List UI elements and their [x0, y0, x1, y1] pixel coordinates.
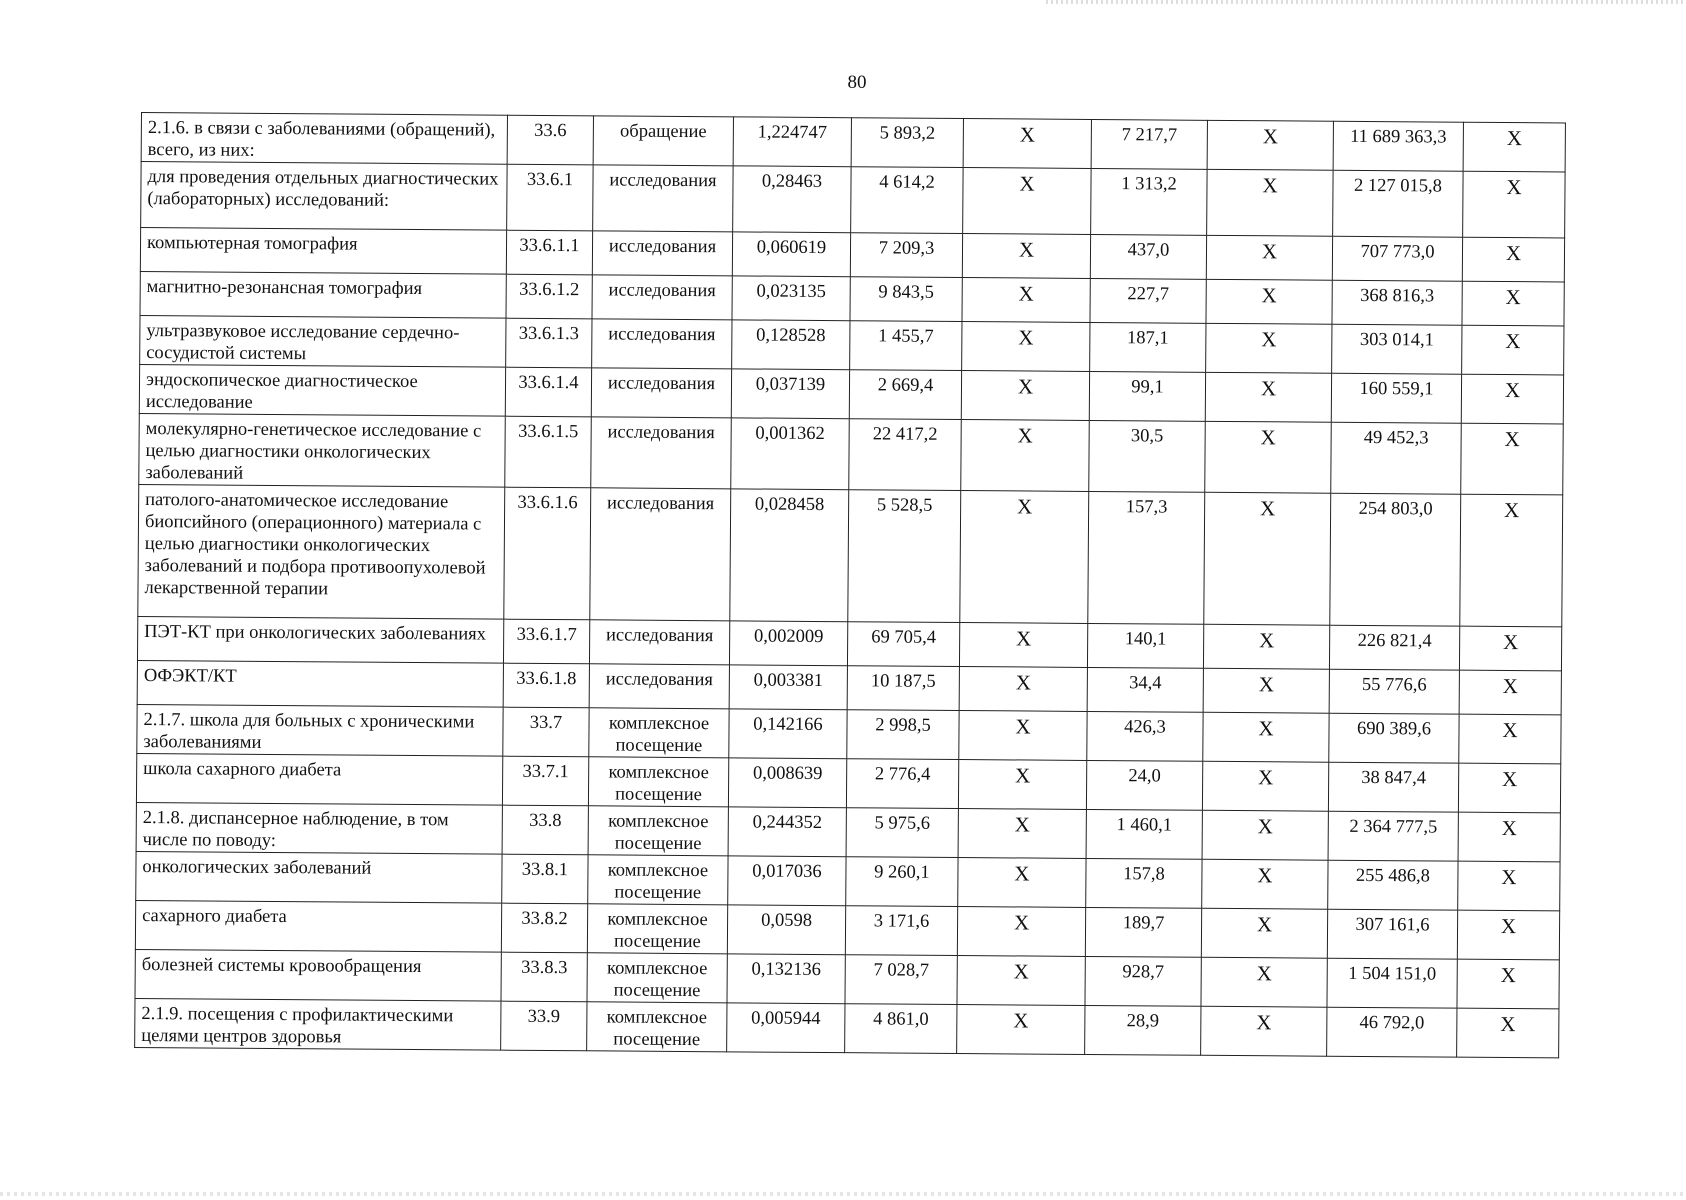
row-unit-cell: исследования: [589, 664, 729, 709]
row-x-cell: X: [1205, 372, 1331, 422]
row-x-cell: X: [1457, 959, 1559, 1009]
row-code-cell: 33.6.1.8: [503, 663, 589, 708]
row-code-cell: 33.8.1: [502, 854, 588, 904]
row-total-cell: 2 127 015,8: [1333, 170, 1463, 237]
row-code-cell: 33.6.1: [507, 164, 593, 231]
row-name-cell: болезней системы кровообращения: [135, 949, 501, 1001]
row-cost-cell: 2 776,4: [846, 759, 958, 809]
table-row: [138, 484, 1563, 626]
row-x-cell: X: [960, 491, 1089, 624]
row-x-cell: X: [1458, 763, 1560, 813]
row-percapita-cell: 7 217,7: [1091, 119, 1207, 169]
row-code-cell: 33.8.3: [501, 952, 587, 1002]
page-number: 80: [847, 72, 867, 93]
row-percapita-cell: 157,3: [1088, 491, 1205, 624]
row-x-cell: X: [1462, 281, 1564, 326]
row-x-cell: X: [959, 623, 1087, 668]
row-x-cell: X: [1202, 810, 1328, 860]
row-x-cell: X: [963, 168, 1091, 235]
row-x-cell: X: [1461, 374, 1563, 424]
row-name-cell: 2.1.6. в связи с заболеваниями (обращений), всего, из них:: [141, 113, 507, 165]
row-cost-cell: 5 893,2: [851, 118, 963, 168]
row-unit-cell: обращение: [593, 116, 733, 166]
row-unit-cell: исследования: [590, 488, 731, 621]
row-x-cell: X: [1203, 712, 1329, 762]
row-cost-cell: 7 028,7: [845, 955, 957, 1005]
row-x-cell: X: [1207, 169, 1333, 236]
row-cost-cell: 9 843,5: [850, 277, 962, 322]
row-cost-cell: 4 614,2: [851, 167, 963, 234]
row-x-cell: X: [1204, 492, 1331, 625]
row-x-cell: X: [958, 858, 1086, 908]
row-unit-cell: исследования: [591, 417, 732, 489]
row-total-cell: 690 389,6: [1329, 713, 1459, 763]
row-total-cell: 254 803,0: [1330, 493, 1461, 626]
row-total-cell: 11 689 363,3: [1333, 121, 1463, 171]
row-cost-cell: 2 998,5: [847, 710, 959, 760]
row-x-cell: X: [1457, 910, 1559, 960]
row-norm-cell: 0,001362: [731, 418, 850, 490]
data-table: [134, 112, 1566, 1058]
row-total-cell: 226 821,4: [1329, 625, 1459, 670]
row-norm-cell: 0,037139: [731, 369, 849, 419]
row-total-cell: 1 504 151,0: [1327, 958, 1457, 1008]
row-name-cell: ультразвуковое исследование сердечно-сосудистой системы: [140, 315, 506, 367]
row-code-cell: 33.7.1: [502, 756, 588, 806]
row-percapita-cell: 1 460,1: [1086, 809, 1202, 859]
row-percapita-cell: 1 313,2: [1091, 168, 1207, 235]
row-norm-cell: 0,023135: [732, 276, 850, 321]
row-cost-cell: 4 861,0: [845, 1004, 957, 1054]
row-code-cell: 33.8: [502, 805, 588, 855]
row-unit-cell: комплексное посещение: [588, 757, 728, 807]
table-row: [135, 998, 1559, 1057]
row-x-cell: X: [962, 278, 1090, 323]
row-x-cell: X: [1206, 279, 1332, 324]
row-code-cell: 33.6.1.3: [506, 318, 592, 368]
row-x-cell: X: [1457, 1008, 1559, 1058]
row-x-cell: X: [1201, 1006, 1327, 1056]
row-x-cell: X: [1458, 861, 1560, 911]
row-x-cell: X: [1206, 323, 1332, 373]
row-cost-cell: 22 417,2: [849, 419, 962, 491]
row-cost-cell: 5 528,5: [848, 490, 961, 623]
row-total-cell: 160 559,1: [1331, 373, 1461, 423]
row-name-cell: 2.1.9. посещения с профилактическими целями центров здоровья: [135, 998, 501, 1050]
document-sheet: [134, 112, 1565, 1058]
row-name-cell: для проведения отдельных диагностических (лабораторных) исследований:: [141, 162, 507, 231]
row-x-cell: X: [1202, 761, 1328, 811]
row-norm-cell: 0,060619: [732, 232, 850, 277]
row-percapita-cell: 28,9: [1085, 1005, 1201, 1055]
row-x-cell: X: [1459, 714, 1561, 764]
row-norm-cell: 1,224747: [733, 117, 851, 167]
row-x-cell: X: [1458, 812, 1560, 862]
row-percapita-cell: 34,4: [1087, 667, 1203, 712]
row-percapita-cell: 157,8: [1086, 858, 1202, 908]
row-norm-cell: 0,28463: [733, 166, 851, 233]
row-x-cell: X: [1206, 235, 1332, 280]
row-unit-cell: комплексное посещение: [587, 904, 727, 954]
row-norm-cell: 0,003381: [729, 665, 847, 710]
row-name-cell: сахарного диабета: [135, 900, 501, 952]
row-x-cell: X: [962, 234, 1090, 279]
row-name-cell: онкологических заболеваний: [136, 851, 502, 903]
row-x-cell: X: [1461, 423, 1564, 495]
row-unit-cell: исследования: [589, 620, 729, 665]
row-x-cell: X: [963, 119, 1091, 169]
row-x-cell: X: [1202, 859, 1328, 909]
row-norm-cell: 0,008639: [728, 758, 846, 808]
row-name-cell: молекулярно-генетическое исследование с целью диагностики онкологических заболеваний: [139, 413, 506, 487]
row-code-cell: 33.6: [507, 115, 593, 165]
row-total-cell: 55 776,6: [1329, 669, 1459, 714]
row-code-cell: 33.6.1.1: [506, 230, 592, 275]
row-x-cell: X: [959, 667, 1087, 712]
row-x-cell: X: [1201, 957, 1327, 1007]
row-norm-cell: 0,005944: [727, 1003, 845, 1053]
scan-edge-artifact: [0, 1192, 1686, 1196]
row-total-cell: 255 486,8: [1328, 860, 1458, 910]
row-name-cell: ОФЭКТ/КТ: [137, 660, 503, 707]
row-x-cell: X: [958, 809, 1086, 859]
row-code-cell: 33.6.1.6: [504, 487, 591, 620]
row-x-cell: X: [958, 760, 1086, 810]
row-cost-cell: 2 669,4: [849, 370, 961, 420]
row-unit-cell: комплексное посещение: [589, 708, 729, 758]
row-percapita-cell: 437,0: [1090, 234, 1206, 279]
row-cost-cell: 9 260,1: [846, 857, 958, 907]
row-percapita-cell: 24,0: [1086, 760, 1202, 810]
row-x-cell: X: [957, 1005, 1085, 1055]
row-cost-cell: 7 209,3: [850, 233, 962, 278]
row-percapita-cell: 227,7: [1090, 278, 1206, 323]
row-unit-cell: исследования: [593, 165, 733, 232]
table-row: [141, 162, 1565, 238]
row-code-cell: 33.6.1.5: [505, 416, 592, 488]
row-x-cell: X: [1459, 670, 1561, 715]
row-x-cell: X: [1207, 120, 1333, 170]
row-percapita-cell: 928,7: [1085, 956, 1201, 1006]
row-norm-cell: 0,128528: [732, 320, 850, 370]
row-x-cell: X: [957, 907, 1085, 957]
row-norm-cell: 0,244352: [728, 807, 846, 857]
table-row: [139, 413, 1563, 494]
row-unit-cell: комплексное посещение: [587, 953, 727, 1003]
row-code-cell: 33.8.2: [501, 903, 587, 953]
row-total-cell: 2 364 777,5: [1328, 811, 1458, 861]
row-code-cell: 33.7: [503, 707, 589, 757]
row-x-cell: X: [1203, 668, 1329, 713]
row-total-cell: 38 847,4: [1328, 762, 1458, 812]
row-total-cell: 46 792,0: [1327, 1007, 1457, 1057]
row-unit-cell: исследования: [592, 275, 732, 320]
row-unit-cell: исследования: [592, 319, 732, 369]
row-x-cell: X: [1463, 171, 1565, 238]
row-percapita-cell: 187,1: [1090, 322, 1206, 372]
row-x-cell: X: [1205, 421, 1332, 493]
row-x-cell: X: [1460, 494, 1563, 627]
row-unit-cell: комплексное посещение: [588, 855, 728, 905]
row-x-cell: X: [961, 371, 1089, 421]
row-cost-cell: 1 455,7: [850, 321, 962, 371]
row-code-cell: 33.9: [501, 1001, 587, 1051]
row-cost-cell: 5 975,6: [846, 808, 958, 858]
row-x-cell: X: [957, 956, 1085, 1006]
row-unit-cell: комплексное посещение: [588, 806, 728, 856]
row-code-cell: 33.6.1.4: [505, 367, 591, 417]
row-x-cell: X: [1203, 624, 1329, 669]
row-code-cell: 33.6.1.2: [506, 274, 592, 319]
row-name-cell: 2.1.7. школа для больных с хроническими заболеваниями: [137, 704, 503, 756]
row-unit-cell: исследования: [591, 368, 731, 418]
row-percapita-cell: 99,1: [1089, 371, 1205, 421]
row-x-cell: X: [961, 420, 1090, 492]
row-x-cell: X: [1462, 237, 1564, 282]
row-name-cell: ПЭТ-КТ при онкологических заболеваниях: [137, 616, 503, 663]
row-total-cell: 707 773,0: [1332, 236, 1462, 281]
row-percapita-cell: 140,1: [1087, 623, 1203, 668]
row-norm-cell: 0,132136: [727, 954, 845, 1004]
row-norm-cell: 0,142166: [729, 709, 847, 759]
row-code-cell: 33.6.1.7: [503, 619, 589, 664]
row-norm-cell: 0,028458: [730, 489, 849, 622]
row-norm-cell: 0,002009: [729, 621, 847, 666]
row-total-cell: 303 014,1: [1332, 324, 1462, 374]
row-percapita-cell: 426,3: [1087, 711, 1203, 761]
row-norm-cell: 0,017036: [728, 856, 846, 906]
table-body: [135, 113, 1566, 1058]
row-x-cell: X: [959, 711, 1087, 761]
row-cost-cell: 3 171,6: [845, 906, 957, 956]
row-name-cell: школа сахарного диабета: [136, 753, 502, 805]
row-cost-cell: 69 705,4: [847, 622, 959, 667]
row-name-cell: эндоскопическое диагностическое исследование: [139, 364, 505, 416]
row-percapita-cell: 30,5: [1089, 420, 1206, 492]
row-name-cell: патолого-анатомическое исследование биопсийного (операционного) материала с целью диагностики онкологических заболеваний и подбора противоопухолевой лекарственной терапии: [138, 484, 505, 619]
row-x-cell: X: [1459, 626, 1561, 671]
row-x-cell: X: [1201, 908, 1327, 958]
row-name-cell: 2.1.8. диспансерное наблюдение, в том числе по поводу:: [136, 802, 502, 854]
row-name-cell: компьютерная томография: [140, 228, 506, 275]
row-x-cell: X: [1462, 325, 1564, 375]
row-x-cell: X: [962, 322, 1090, 372]
row-total-cell: 49 452,3: [1331, 422, 1462, 494]
row-cost-cell: 10 187,5: [847, 666, 959, 711]
row-x-cell: X: [1463, 122, 1565, 172]
row-unit-cell: исследования: [592, 231, 732, 276]
scan-edge-artifact: [1046, 0, 1686, 4]
row-unit-cell: комплексное посещение: [587, 1002, 727, 1052]
row-total-cell: 307 161,6: [1327, 909, 1457, 959]
row-total-cell: 368 816,3: [1332, 280, 1462, 325]
row-percapita-cell: 189,7: [1085, 907, 1201, 957]
row-name-cell: магнитно-резонансная томография: [140, 271, 506, 318]
row-norm-cell: 0,0598: [727, 905, 845, 955]
